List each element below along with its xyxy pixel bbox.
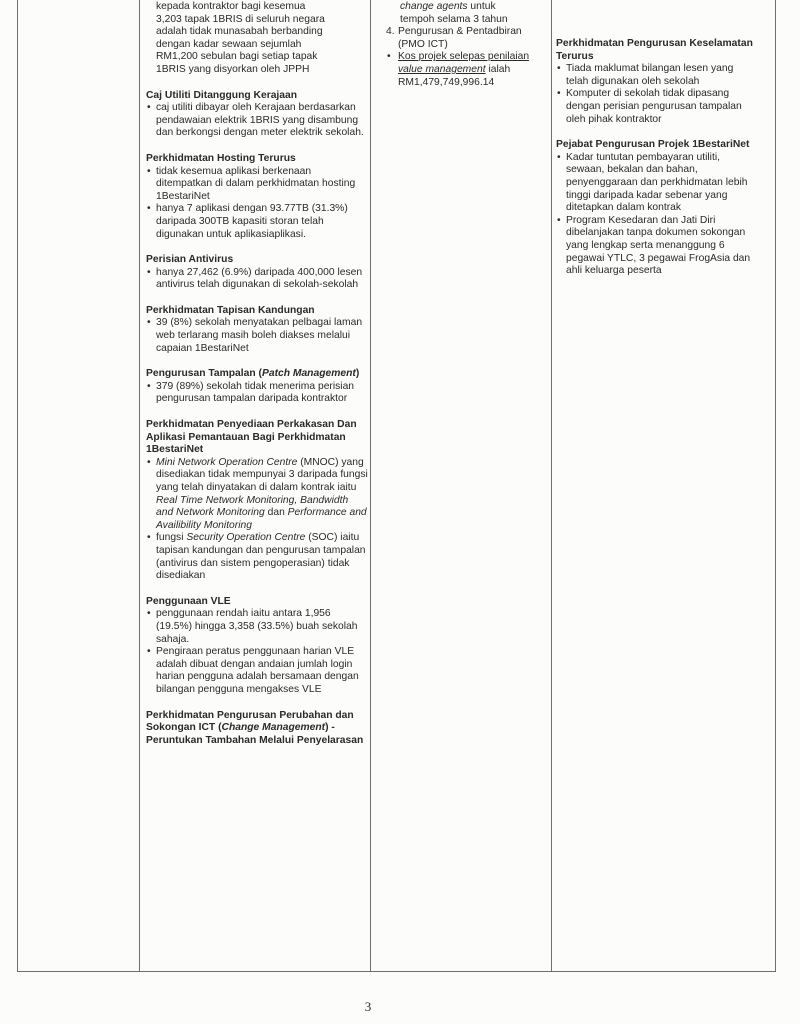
page-number: 3	[364, 999, 372, 1014]
section-patch-management	[146, 368, 368, 406]
list-item: • tidak kesemua aplikasi berkenaan ditempatkan di dalam perkhidmatan hosting 1BestariNet	[146, 166, 368, 204]
section-title: Perkhidmatan Tapisan Kandungan	[146, 304, 315, 316]
findings-column	[146, 1, 368, 760]
list-item: • penggunaan rendah iaitu antara 1,956 (19.5%) hingga 3,358 (33.5%) buah sekolah sahaja.	[146, 608, 368, 646]
list-item: • Komputer di sekolah tidak dipasang dengan perisian pengurusan tampalan oleh pihak kontraktor	[556, 88, 756, 126]
list-item: • Kos projek selepas penilaian value management ialah RM1,479,749,996.14	[386, 51, 548, 89]
section-pmo	[556, 139, 756, 278]
list-item: • Pengiraan peratus penggunaan harian VLE adalah dibuat dengan andaian jumlah login harian pengguna adalah bersamaan dengan bilangan pengguna mengakses VLE	[146, 646, 368, 696]
section-title: Perkhidmatan Pengurusan Keselamatan Terurus	[556, 38, 753, 62]
section-title: Perkhidmatan Penyediaan Perkakasan Dan Aplikasi Pemantauan Bagi Perkhidmatan 1BestariNet	[146, 419, 357, 456]
cost-column	[386, 1, 548, 89]
section-title: Perisian Antivirus	[146, 254, 234, 266]
section-security	[556, 38, 756, 126]
issues-column	[556, 38, 756, 291]
list-item: • hanya 7 aplikasi dengan 93.77TB (31.3%) daripada 300TB kapasiti storan telah digunakan untuk aplikasiaplikasi.	[146, 203, 368, 241]
section-content-filter	[146, 305, 368, 355]
list-item: • hanya 27,462 (6.9%) daripada 400,000 lesen antivirus telah digunakan di sekolah-sekolah	[146, 267, 368, 292]
section-title: Perkhidmatan Pengurusan Perubahan dan Sokongan ICT (Change Management) - Peruntukan Tambahan Melalui Penyelarasan	[146, 709, 364, 746]
list-item: • Tiada maklumat bilangan lesen yang telah digunakan oleh sekolah	[556, 63, 756, 88]
section-change-management	[146, 710, 368, 748]
text-line: kepada kontraktor bagi kesemua	[156, 1, 306, 12]
text-line: 1BRIS yang disyorkan oleh JPPH	[156, 63, 310, 75]
section-hosting	[146, 153, 368, 241]
section-utility	[146, 90, 368, 140]
section-antivirus	[146, 254, 368, 292]
section-vle	[146, 596, 368, 697]
list-item: • 39 (8%) sekolah menyatakan pelbagai laman web terlarang masih boleh diakses melalui capaian 1BestariNet	[146, 317, 368, 355]
intro-paragraph	[146, 1, 368, 77]
column-divider	[551, 0, 552, 971]
section-title: Pejabat Pengurusan Projek 1BestariNet	[556, 139, 750, 151]
list-item: • 379 (89%) sekolah tidak menerima perisian pengurusan tampalan daripada kontraktor	[146, 381, 368, 406]
section-title: Caj Utiliti Ditanggung Kerajaan	[146, 89, 298, 101]
list-item: • Program Kesedaran dan Jati Diri dibelanjakan tanpa dokumen sokongan yang lengkap serta menanggung 6 pegawai YTLC, 3 pegawai FrogAsia dan ahli keluarga peserta	[556, 215, 756, 278]
continued-text: change agents untuk tempoh selama 3 tahun	[400, 1, 508, 25]
section-title: Pengurusan Tampalan (Patch Management)	[146, 368, 360, 380]
column-divider	[370, 0, 371, 971]
text-line: 3,203 tapak 1BRIS di seluruh negara	[156, 13, 325, 25]
section-title: Perkhidmatan Hosting Terurus	[146, 152, 296, 164]
section-monitoring	[146, 419, 368, 583]
numbered-item: 4. Pengurusan & Pentadbiran (PMO ICT)	[386, 26, 522, 50]
column-divider	[139, 0, 140, 971]
text-line: dengan kadar sewaan sejumlah	[156, 38, 302, 50]
list-item: • Mini Network Operation Centre (MNOC) yang disediakan tidak mempunyai 3 daripada fungsi yang telah dinyatakan di dalam kontrak iaitu Real Time Network Monitoring, Bandwidth and Network Monitoring dan Performance and Availibility Monitoring	[146, 457, 368, 533]
list-item: • Kadar tuntutan pembayaran utiliti, sewaan, bekalan dan bahan, penyenggaraan dan perkhidmatan lebih tinggi daripada kadar sebenar yang ditetapkan dalam kontrak	[556, 152, 756, 215]
list-item: • fungsi Security Operation Centre (SOC) iaitu tapisan kandungan dan pengurusan tampalan (antivirus dan sistem pengoperasian) tidak disediakan	[146, 532, 368, 582]
list-item: • caj utiliti dibayar oleh Kerajaan berdasarkan pendawaian elektrik 1BRIS yang disambung dan berkongsi dengan meter elektrik sekolah.	[146, 102, 368, 140]
text-line: RM1,200 sebulan bagi setiap tapak	[156, 51, 318, 63]
text-line: adalah tidak munasabah berbanding	[156, 26, 323, 38]
section-title: Penggunaan VLE	[146, 595, 231, 607]
